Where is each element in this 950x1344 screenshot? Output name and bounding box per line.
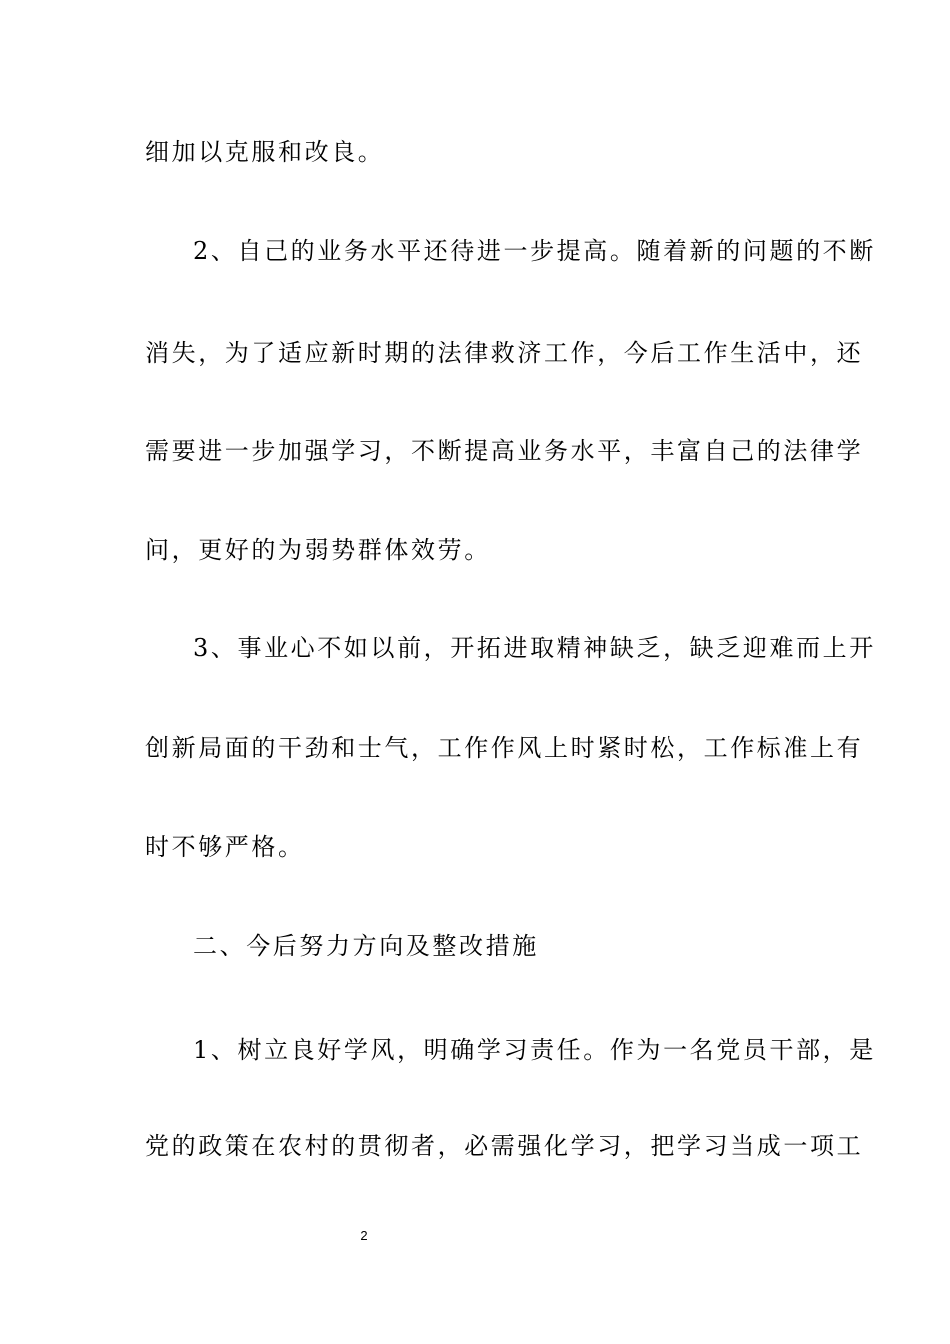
text-line-4: 需要进一步加强学习，不断提高业务水平，丰富自己的法律学 <box>145 437 864 465</box>
text-line-2: 2、自己的业务水平还待进一步提高。随着新的问题的不断 <box>193 237 876 265</box>
text-line-5: 问，更好的为弱势群体效劳。 <box>145 536 491 564</box>
text-line-11: 党的政策在农村的贯彻者，必需强化学习，把学习当成一项工 <box>145 1132 864 1160</box>
section-heading: 二、今后努力方向及整改措施 <box>193 932 539 960</box>
text-line-1: 细加以克服和改良。 <box>145 138 385 166</box>
text-line-3: 消失，为了适应新时期的法律救济工作，今后工作生活中，还 <box>145 339 864 367</box>
text-line-10: 1、树立良好学风，明确学习责任。作为一名党员干部，是 <box>193 1036 876 1064</box>
page-number: 2 <box>360 1228 368 1243</box>
text-line-6: 3、事业心不如以前，开拓进取精神缺乏，缺乏迎难而上开 <box>193 634 876 662</box>
text-line-7: 创新局面的干劲和士气，工作作风上时紧时松，工作标准上有 <box>145 734 864 762</box>
text-line-8: 时不够严格。 <box>145 833 305 861</box>
